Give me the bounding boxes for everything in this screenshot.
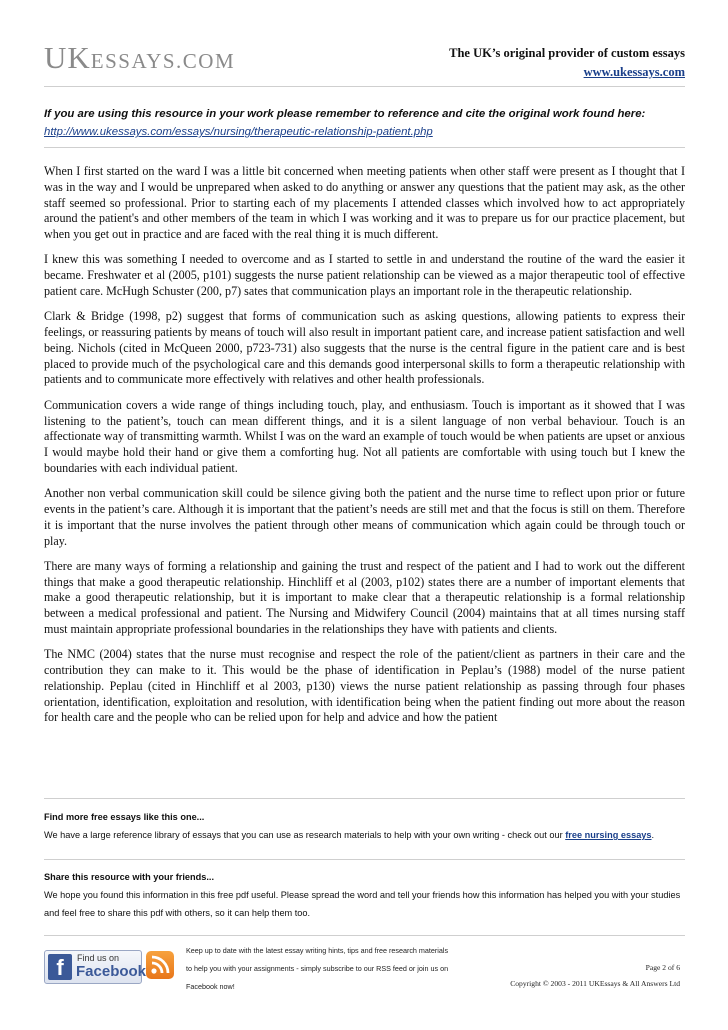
footer-line: Facebook now!: [186, 982, 235, 991]
paragraph: When I first started on the ward I was a little bit concerned when meeting patients when other staff were present as I thought that I was in the way and I would be unprepared when asked to do anything or answer any questions that the patient may ask, as the other staff seemed so professional. Prior to starting each of my placements I attended classes which involved how to act appropriately around the patient's and other members of the team in which I was working and it was to prepare us for our practice placement, but when you get out in practice and are faced with the real thing it is much different.: [44, 164, 685, 241]
footer-divider: [44, 935, 685, 936]
header-divider: [44, 86, 685, 87]
notice-divider: [44, 147, 685, 148]
paragraph: The NMC (2004) states that the nurse must recognise and respect the role of the patient/client as partners in their care and the contribution they can make to it. This would be the phase of identification in Peplau’s (1988) model of the nurse patient relationship. Peplau (cited in Hinchliff et al 2003, p130) views the nurse patient relationship as passing through four phases orientation, identification, exploitation and resolution, with identification being when the patient finding out more about the reason for health care and the people who can be relied upon for help and advice and how the patient: [44, 647, 685, 725]
promo-essays-text: We have a large reference library of essays that you can use as research materials to help with your own writing - check out our: [44, 830, 566, 840]
paragraph: I knew this was something I needed to overcome and as I started to settle in and understand the routine of the ward the easier it became. Freshwater et al (2005, p101) suggests the nurse patient relationship can be viewed as a major therapeutic tool of effective patient care. McHugh Schuster (200, p7) sates that communication plays an important role in the therapeutic relationship.: [44, 252, 685, 298]
citation-link[interactable]: http://www.ukessays.com/essays/nursing/therapeutic-relationship-patient.php: [44, 126, 433, 138]
rss-icon[interactable]: [146, 951, 174, 979]
paragraph: There are many ways of forming a relationship and gaining the trust and respect of the patient and I had to work out the different things that make a good therapeutic relationship. Hinchliff et al (2003, p102) states there are a number of important elements that make a good therapeutic relationship, but it is important to make clear that a therapeutic relationship is a formal relationship between a medical professional and patient. The Nursing and Midwifery Council (2004) maintains that at all times nursing staff must maintain appropriate professional boundaries in the relationships they have with patients and clients.: [44, 558, 685, 636]
paragraph: Communication covers a wide range of things including touch, play, and enthusiasm. Touch is important as it showed that I was listening to the patient’s, touch can mean different things, and it is a silent language of non verbal behaviour. Touch is an affectionate way of transmitting warmth. Whilst I was on the ward an example of touch would be when patients are upset or anxious I would maybe hold their hand or give them a comforting hug. Not all patients are comfortable with using touch but I knew the boundaries with each individual patient.: [44, 397, 685, 475]
promo-essays: [44, 808, 685, 844]
footer-subscribe-text: [186, 942, 448, 996]
copyright: Copyright © 2003 - 2011 UKEssays & All Answers Ltd: [510, 979, 680, 988]
promo-share-heading: Share this resource with your friends...: [44, 872, 215, 882]
paragraph: Clark & Bridge (1998, p2) suggest that forms of communication such as asking questions, allowing patients to express their feelings, or reassuring patients by means of touch will also result in important patient care, and increase patient satisfaction and well being. Nichols (cited in McQueen 2000, p723-731) also suggests that the nurse is the central figure in the patient care and is best placed to provide much of the psychological care and this demands good interpersonal skills to form a therapeutic relationship with patients and to communicate more effectively with relatives and other health professionals.: [44, 309, 685, 387]
logo-rest: ESSAYS.COM: [90, 49, 236, 73]
footer-line: Keep up to date with the latest essay writing hints, tips and free research materials: [186, 946, 449, 955]
promo-share-text: We hope you found this information in this free pdf useful. Please spread the word and tell your friends how this information has helped you with your studies and feel free to share this pdf with others, so it can help them too.: [44, 890, 681, 918]
body-divider: [44, 798, 685, 799]
site-url-link[interactable]: www.ukessays.com: [583, 65, 685, 79]
header-tagline-block: [449, 44, 685, 82]
tagline: The UK’s original provider of custom essays: [449, 46, 685, 60]
promo-essays-end: .: [651, 830, 655, 840]
citation-notice: [44, 105, 685, 141]
facebook-big-label: Facebook: [76, 963, 147, 980]
promo-essays-text-line: [44, 826, 685, 844]
facebook-icon: f: [48, 954, 72, 980]
citation-message: If you are using this resource in your work please remember to reference and cite the original work found here:: [44, 108, 646, 120]
footer-page-info: [510, 960, 680, 992]
facebook-small-label: Find us on: [77, 953, 120, 963]
facebook-button[interactable]: [44, 950, 147, 984]
promo-share: [44, 868, 685, 922]
page-number: Page 2 of 6: [645, 963, 680, 972]
promo-essays-heading: Find more free essays like this one...: [44, 812, 205, 822]
ukessays-logo[interactable]: [44, 40, 235, 76]
logo-main: UK: [44, 40, 91, 75]
footer-line: to help you with your assignments - simply subscribe to our RSS feed or join us on: [186, 964, 449, 973]
essay-body: [44, 164, 685, 736]
promo-divider: [44, 859, 685, 860]
free-nursing-essays-link[interactable]: free nursing essays: [565, 830, 652, 840]
paragraph: Another non verbal communication skill could be silence giving both the patient and the nurse time to reflect upon prior or future events in the patient’s care. Although it is important that the patient’s needs are still met and that the focus is still on them. Therefore it is important that the nurse involves the patient through other means of communication which again could be through touch or play.: [44, 486, 685, 548]
